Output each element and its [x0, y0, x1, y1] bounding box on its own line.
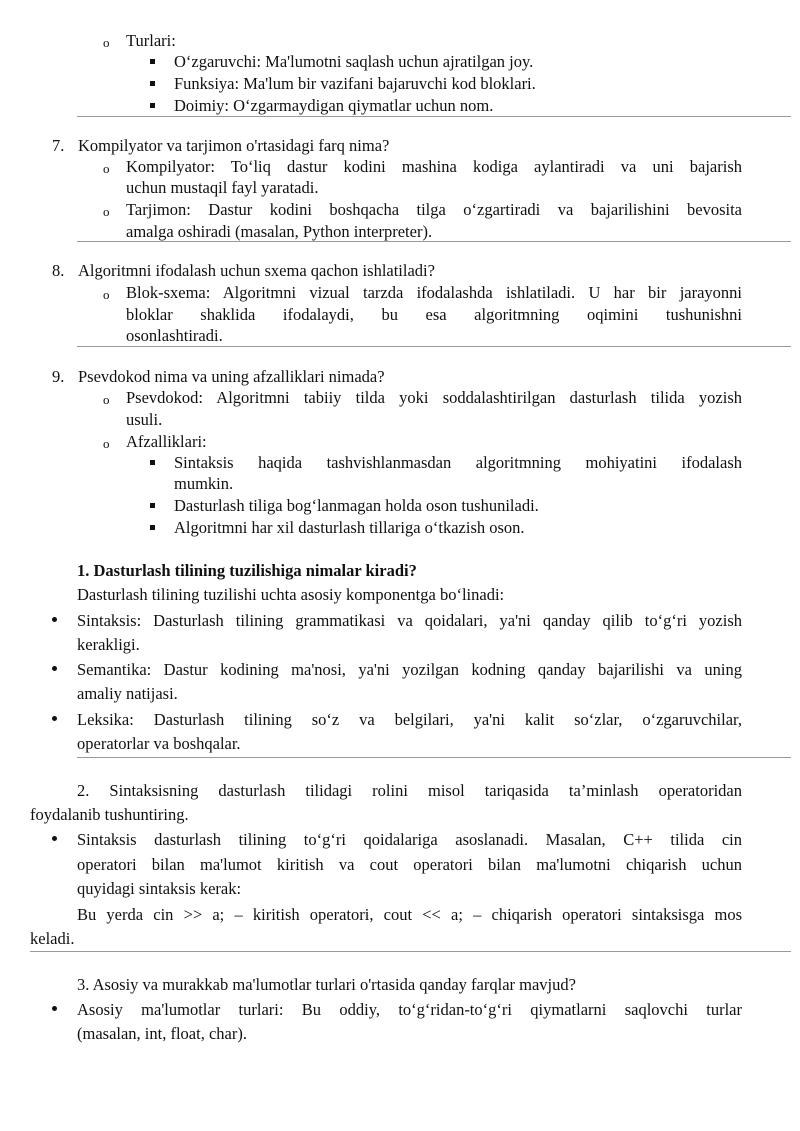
list-item: Funksiya: Ma'lum bir vazifani bajaruvchi kod bloklari. — [174, 74, 536, 93]
list-item: operatori bilan ma'lumot kiritish va cout operatori bilan ma'lumotni chiqarish uchun — [77, 855, 742, 874]
divider — [30, 951, 791, 952]
paragraph: foydalanib tushuntiring. — [30, 805, 189, 824]
square-bullet-icon — [150, 525, 155, 530]
list-item: Sintaksis haqida tashvishlanmasdan algoritmning mohiyatini ifodalash — [174, 453, 742, 472]
list-item: Kompilyator: To‘liq dastur kodini mashina kodiga aylantiradi va uni bajarish — [126, 157, 742, 176]
list-item: amalga oshiradi (masalan, Python interpreter). — [126, 222, 433, 241]
list-item: Sintaksis: Dasturlash tilining grammatikasi va qoidalari, ya'ni qanday qilib to‘g‘ri yozish — [77, 611, 742, 630]
divider — [77, 116, 791, 117]
list-item: Dasturlash tiliga bog‘lanmagan holda oson tushuniladi. — [174, 496, 539, 515]
list-item: Leksika: Dasturlash tilining so‘z va belgilari, ya'ni kalit so‘zlar, o‘zgaruvchilar, — [77, 710, 742, 729]
list-item: uchun mustaqil fayl yaratadi. — [126, 178, 319, 197]
divider — [77, 241, 791, 242]
section-heading: 1. Dasturlash tilining tuzilishiga nimalar kiradi? — [77, 561, 417, 580]
list-item: Doimiy: O‘zgarmaydigan qiymatlar uchun nom. — [174, 96, 494, 115]
paragraph: 2. Sintaksisning dasturlash tilidagi rolini misol tariqasida ta’minlash operatoridan — [77, 781, 742, 800]
divider — [77, 757, 791, 758]
circle-bullet-icon: o — [103, 161, 110, 176]
list-item: bloklar shaklida ifodalaydi, bu esa algoritmning oqimini tushunishni — [126, 305, 742, 324]
square-bullet-icon — [150, 81, 155, 86]
list-item: (masalan, int, float, char). — [77, 1024, 247, 1043]
circle-bullet-icon: o — [103, 392, 110, 407]
dot-bullet-icon — [52, 617, 57, 622]
paragraph: keladi. — [30, 929, 75, 948]
question-number: 7. — [52, 136, 65, 155]
dot-bullet-icon — [52, 666, 57, 671]
square-bullet-icon — [150, 503, 155, 508]
question-number: 9. — [52, 367, 65, 386]
paragraph: 3. Asosiy va murakkab ma'lumotlar turlari o'rtasida qanday farqlar mavjud? — [77, 975, 576, 994]
list-item: usuli. — [126, 410, 163, 429]
list-item: Sintaksis dasturlash tilining to‘g‘ri qoidalariga asoslanadi. Masalan, C++ tilida cin — [77, 830, 742, 849]
dot-bullet-icon — [52, 1006, 57, 1011]
list-item: Asosiy ma'lumotlar turlari: Bu oddiy, to‘g‘ridan-to‘g‘ri qiymatlarni saqlovchi turlar — [77, 1000, 742, 1019]
list-item: kerakligi. — [77, 635, 140, 654]
list-item: Blok-sxema: Algoritmni vizual tarzda ifodalashda ishlatiladi. U har bir jarayonni — [126, 283, 742, 302]
question-text: Kompilyator va tarjimon o'rtasidagi farq nima? — [78, 136, 390, 155]
list-item: Afzalliklari: — [126, 432, 207, 451]
list-item: osonlashtiradi. — [126, 326, 223, 345]
list-item: Tarjimon: Dastur kodini boshqacha tilga o‘zgartiradi va bajarilishini bevosita — [126, 200, 742, 219]
list-item: Semantika: Dastur kodining ma'nosi, ya'ni yozilgan kodning qanday bajarilishi va uning — [77, 660, 742, 679]
divider — [77, 346, 791, 347]
circle-bullet-icon: o — [103, 436, 110, 451]
paragraph: Bu yerda cin >> a; – kiritish operatori, cout << a; – chiqarish operatori sintaksisga mos — [77, 905, 742, 924]
square-bullet-icon — [150, 59, 155, 64]
question-text: Algoritmni ifodalash uchun sxema qachon ishlatiladi? — [78, 261, 435, 280]
square-bullet-icon — [150, 460, 155, 465]
list-item: Algoritmni har xil dasturlash tillariga o‘tkazish oson. — [174, 518, 525, 537]
list-item: mumkin. — [174, 474, 234, 493]
dot-bullet-icon — [52, 836, 57, 841]
list-item: quyidagi sintaksis kerak: — [77, 879, 242, 898]
list-item: O‘zgaruvchi: Ma'lumotni saqlash uchun ajratilgan joy. — [174, 52, 534, 71]
paragraph: Dasturlash tilining tuzilishi uchta asosiy komponentga bo‘linadi: — [77, 585, 505, 604]
dot-bullet-icon — [52, 716, 57, 721]
square-bullet-icon — [150, 103, 155, 108]
circle-bullet-icon: o — [103, 287, 110, 302]
circle-bullet-icon: o — [103, 204, 110, 219]
question-text: Psevdokod nima va uning afzalliklari nimada? — [78, 367, 385, 386]
list-item: amaliy natijasi. — [77, 684, 178, 703]
list-item: Turlari: — [126, 31, 176, 50]
list-item: Psevdokod: Algoritmni tabiiy tilda yoki soddalashtirilgan dasturlash tilida yozish — [126, 388, 742, 407]
circle-bullet-icon: o — [103, 35, 110, 50]
question-number: 8. — [52, 261, 65, 280]
list-item: operatorlar va boshqalar. — [77, 734, 241, 753]
